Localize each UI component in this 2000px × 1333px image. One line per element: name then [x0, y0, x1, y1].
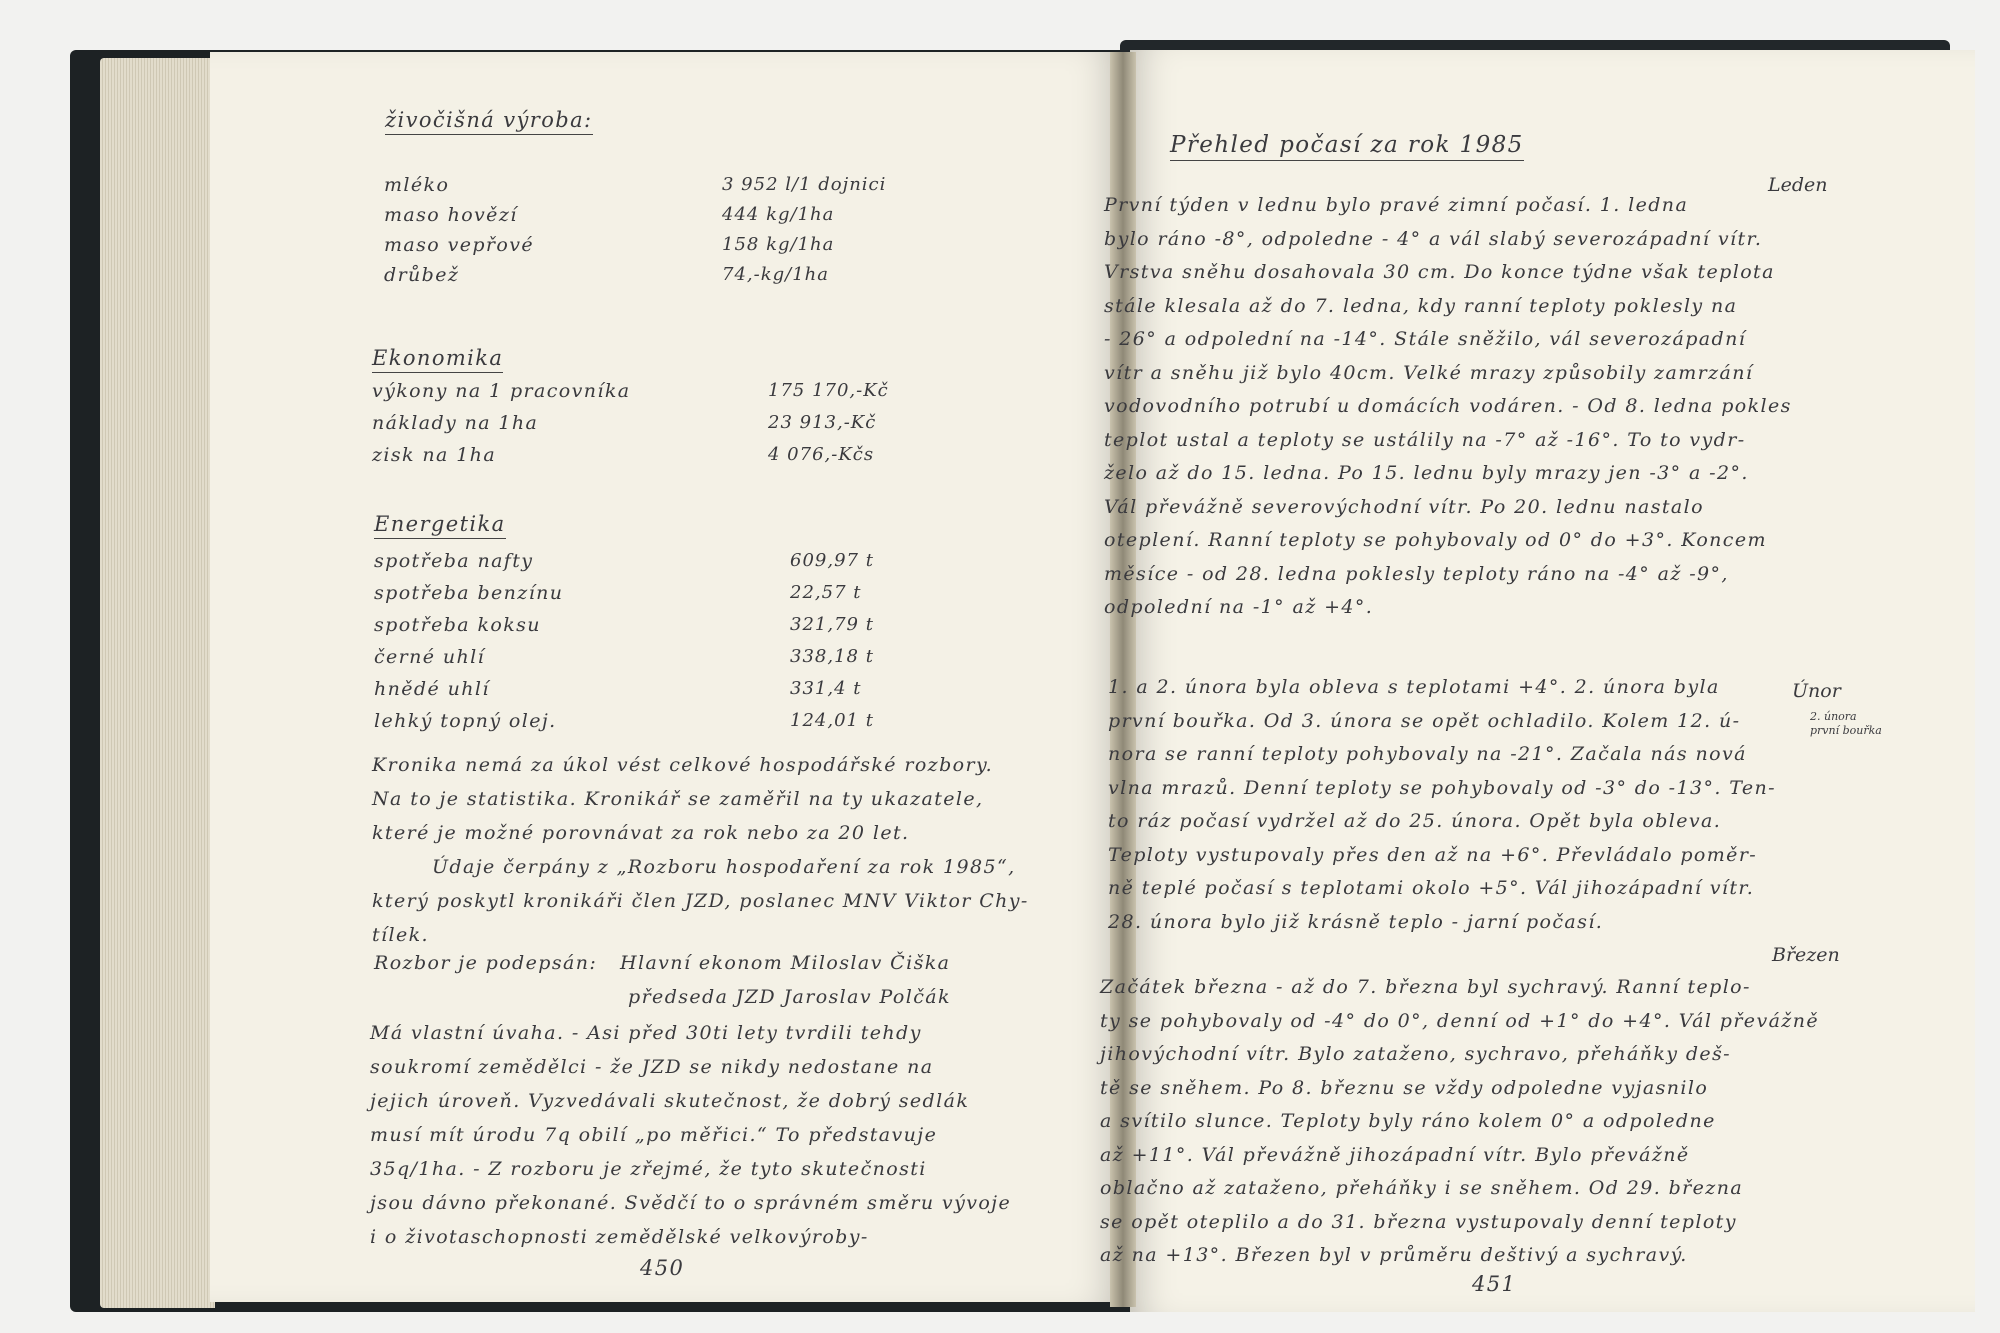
- handwritten-line: který poskytl kronikáři člen JZD, poslanec MNV Viktor Chy-: [372, 890, 1029, 912]
- month-march-label: Březen: [1772, 944, 1840, 966]
- livestock-value: 74,-kg/1ha: [722, 264, 829, 285]
- energy-label: spotřeba nafty: [374, 550, 534, 572]
- livestock-label: maso hovězí: [384, 204, 518, 226]
- handwritten-line: jejich úroveň. Vyzvedávali skutečnost, že dobrý sedlák: [370, 1090, 970, 1112]
- heading-economics-text: Ekonomika: [372, 346, 503, 373]
- heading-economics: [372, 346, 503, 370]
- page-number-left: 450: [640, 1256, 685, 1280]
- handwritten-line: ně teplé počasí s teplotami okolo +5°. Vál jihozápadní vítr.: [1108, 877, 1755, 899]
- economics-value: 175 170,-Kč: [768, 380, 889, 401]
- handwritten-line: stále klesala až do 7. ledna, kdy ranní teploty poklesly na: [1104, 294, 1738, 317]
- energy-value: 22,57 t: [790, 582, 862, 603]
- heading-livestock: [385, 108, 593, 132]
- handwritten-line: oblačno až zataženo, přeháňky i se sněhem. Od 29. března: [1100, 1177, 1744, 1199]
- handwritten-line: až +11°. Vál převážně jihozápadní vítr. Bylo převážně: [1100, 1143, 1690, 1166]
- handwritten-line: Vál převážně severovýchodní vítr. Po 20. lednu nastalo: [1104, 495, 1704, 518]
- livestock-label: maso vepřové: [384, 234, 535, 256]
- economics-label: náklady na 1ha: [372, 412, 539, 434]
- handwritten-line: oteplení. Ranní teploty se pohybovaly od 0° do +3°. Koncem: [1104, 529, 1767, 551]
- economics-label: výkony na 1 pracovníka: [372, 380, 631, 402]
- handwritten-line: Na to je statistika. Kronikář se zaměřil na ty ukazatele,: [372, 788, 984, 810]
- page-edges-left: [100, 58, 215, 1308]
- february-margin-note-2: první bouřka: [1810, 724, 1882, 737]
- energy-label: spotřeba koksu: [374, 614, 541, 636]
- handwritten-line: Teploty vystupovaly přes den až na +6°. Převládalo poměr-: [1108, 843, 1758, 866]
- livestock-value: 444 kg/1ha: [722, 204, 835, 225]
- handwritten-line: Kronika nemá za úkol vést celkové hospodářské rozbory.: [372, 754, 994, 776]
- handwritten-line: i o životaschopnosti zemědělské velkovýroby-: [370, 1226, 869, 1248]
- handwritten-line: jihovýchodní vítr. Bylo zataženo, sychravo, přeháňky deš-: [1100, 1043, 1732, 1065]
- handwritten-line: měsíce - od 28. ledna poklesly teploty ráno na -4° až -9°,: [1104, 562, 1729, 585]
- handwritten-line: Údaje čerpány z „Rozboru hospodaření za rok 1985“,: [432, 856, 1016, 878]
- handwritten-line: 28. února bylo již krásně teplo - jarní počasí.: [1108, 910, 1604, 933]
- energy-value: 338,18 t: [790, 646, 874, 667]
- heading-energy: [374, 512, 506, 536]
- handwritten-line: vlna mrazů. Denní teploty se pohybovaly od -3° do -13°. Ten-: [1108, 776, 1776, 799]
- energy-label: černé uhlí: [374, 646, 486, 668]
- handwritten-line: vodovodního potrubí u domácích vodáren. - Od 8. ledna pokles: [1104, 395, 1792, 417]
- energy-label: lehký topný olej.: [374, 710, 557, 732]
- economics-label: zisk na 1ha: [372, 444, 497, 466]
- livestock-label: drůbež: [384, 264, 460, 286]
- energy-value: 321,79 t: [790, 614, 874, 635]
- handwritten-line: jsou dávno překonané. Svědčí to o správném směru vývoje: [370, 1192, 1012, 1214]
- handwritten-line: první bouřka. Od 3. února se opět ochladilo. Kolem 12. ú-: [1108, 709, 1741, 732]
- economics-value: 4 076,-Kčs: [768, 444, 875, 465]
- handwritten-line: to ráz počasí vydržel až do 25. února. Opět byla obleva.: [1108, 810, 1722, 832]
- livestock-label: mléko: [384, 174, 450, 196]
- signed-line-2: předseda JZD Jaroslav Polčák: [628, 986, 951, 1008]
- weather-title-text: Přehled počasí za rok 1985: [1170, 132, 1524, 161]
- handwritten-line: soukromí zemědělci - že JZD se nikdy nedostane na: [370, 1056, 934, 1078]
- handwritten-line: které je možné porovnávat za rok nebo za 20 let.: [372, 822, 910, 844]
- handwritten-line: ty se pohybovaly od -4° do 0°, denní od +1° do +4°. Vál převážně: [1100, 1009, 1820, 1032]
- handwritten-line: se opět oteplilo a do 31. března vystupovaly denní teploty: [1100, 1210, 1737, 1233]
- page-number-right: 451: [1472, 1272, 1517, 1296]
- handwritten-line: bylo ráno -8°, odpoledne - 4° a vál slabý severozápadní vítr.: [1104, 227, 1763, 250]
- handwritten-line: želo až do 15. ledna. Po 15. lednu byly mrazy jen -3° a -2°.: [1104, 462, 1749, 484]
- economics-value: 23 913,-Kč: [768, 412, 877, 433]
- february-margin-note-1: 2. února: [1810, 710, 1857, 723]
- heading-energy-text: Energetika: [374, 512, 506, 539]
- handwritten-line: až na +13°. Březen byl v průměru deštivý a sychravý.: [1100, 1244, 1688, 1266]
- handwritten-line: tě se sněhem. Po 8. březnu se vždy odpoledne vyjasnilo: [1100, 1076, 1709, 1099]
- month-january-label: Leden: [1768, 174, 1828, 196]
- handwritten-line: a svítilo slunce. Teploty byly ráno kolem 0° a odpoledne: [1100, 1110, 1716, 1132]
- weather-title: [1170, 132, 1524, 158]
- handwritten-line: Začátek března - až do 7. března byl sychravý. Ranní teplo-: [1100, 976, 1751, 998]
- handwritten-line: 1. a 2. února byla obleva s teplotami +4°. 2. února byla: [1108, 676, 1720, 698]
- signed-line-1: Hlavní ekonom Miloslav Čiška: [620, 952, 951, 974]
- handwritten-line: nora se ranní teploty pohybovaly na -21°. Začala nás nová: [1108, 743, 1747, 765]
- energy-value: 124,01 t: [790, 710, 874, 731]
- livestock-value: 158 kg/1ha: [722, 234, 835, 255]
- signed-label: Rozbor je podepsán:: [374, 952, 598, 974]
- heading-livestock-text: živočišná výroba:: [385, 108, 593, 135]
- left-page: [210, 52, 1118, 1302]
- handwritten-line: musí mít úrodu 7q obilí „po měřici.“ To představuje: [370, 1124, 938, 1146]
- handwritten-line: vítr a sněhu již bylo 40cm. Velké mrazy způsobily zamrzání: [1104, 361, 1754, 384]
- handwritten-line: odpolední na -1° až +4°.: [1104, 596, 1374, 618]
- livestock-value: 3 952 l/1 dojnici: [722, 174, 887, 195]
- handwritten-line: 35q/1ha. - Z rozboru je zřejmé, že tyto skutečnosti: [370, 1158, 927, 1180]
- energy-label: spotřeba benzínu: [374, 582, 564, 604]
- handwritten-line: - 26° a odpolední na -14°. Stále sněžilo, vál severozápadní: [1104, 328, 1747, 350]
- handwritten-line: První týden v lednu bylo pravé zimní počasí. 1. ledna: [1104, 194, 1689, 216]
- handwritten-line: teplot ustal a teploty se ustálily na -7° až -16°. To to vydr-: [1104, 428, 1746, 451]
- handwritten-line: tílek.: [372, 924, 429, 946]
- month-february-label: Únor: [1792, 680, 1841, 702]
- energy-value: 609,97 t: [790, 550, 874, 571]
- handwritten-line: Má vlastní úvaha. - Asi před 30ti lety tvrdili tehdy: [370, 1022, 922, 1044]
- energy-label: hnědé uhlí: [374, 678, 490, 700]
- handwritten-line: Vrstva sněhu dosahovala 30 cm. Do konce týdne však teplota: [1104, 261, 1775, 283]
- energy-value: 331,4 t: [790, 678, 862, 699]
